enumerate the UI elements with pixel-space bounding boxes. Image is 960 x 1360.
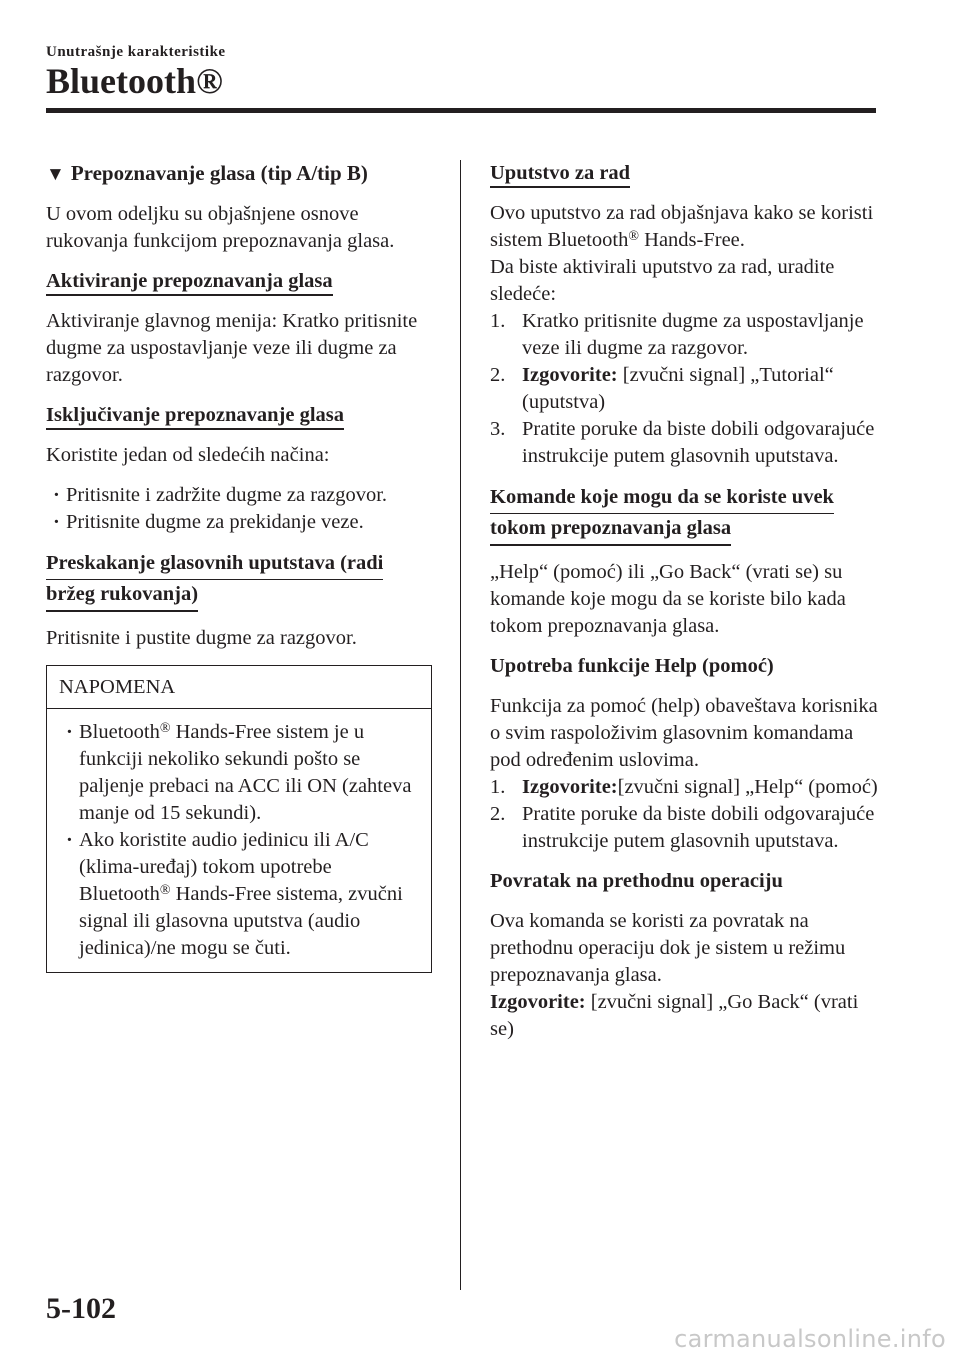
list-item: 3. Pratite poruke da biste dobili odgovarajuće instrukcije putem glasovnih uputstava. [490,418,875,467]
list-item: 1. Izgovorite:[zvučni signal] „Help“ (pomoć) [490,776,878,798]
list-item: · Bluetooth® Hands-Free sistem je u funkciji nekoliko sekundi pošto se paljenje prebaci na ACC ili ON (zahteva manje od 15 sekundi). [66,721,412,824]
bullet-icon: · [66,721,73,743]
note-title: NAPOMENA [47,666,431,709]
subheading-tutorial: Uputstvo za rad [490,160,880,187]
section-label: Unutrašnje karakteristike [46,44,226,60]
note-body [47,709,431,972]
list-item: 2. Izgovorite: [zvučni signal] „Tutorial“ (uputstva) [490,364,834,413]
intro-paragraph: U ovom odeljku su objašnjene osnove rukovanja funkcijom prepoznavanja glasa. [46,203,395,252]
subheading-commands: Komande koje mogu da se koriste uvek tokom prepoznavanja glasa [490,483,880,546]
left-column [46,160,432,973]
activate-paragraph: Aktiviranje glavnog menija: Kratko pritisnite dugme za uspostavljanje veze ili dugme za razgovor. [46,310,418,386]
bullet-icon: · [53,484,60,506]
list-item: · Pritisnite dugme za prekidanje veze. [46,509,432,536]
page-title: Bluetooth® [46,61,223,101]
bullet-icon: · [53,511,60,533]
header-rule [46,108,876,113]
tutorial-paragraph-2: Da biste aktivirali uputstvo za rad, uradite sledeće: [490,256,835,305]
bullet-icon: · [66,829,73,851]
skip-paragraph: Pritisnite i pustite dugme za razgovor. [46,627,357,649]
list-item: 1. Kratko pritisnite dugme za uspostavljanje veze ili dugme za razgovor. [490,310,864,359]
heading-back: Povratak na prethodnu operaciju [490,870,783,892]
note-box [46,665,432,973]
deactivate-paragraph: Koristite jedan od sledećih načina: [46,444,330,466]
heading-help: Upotreba funkcije Help (pomoć) [490,655,774,677]
back-say: Izgovorite: [zvučni signal] „Go Back“ (vrati se) [490,991,859,1040]
subheading-skip: Preskakanje glasovnih uputstava (radi bržeg rukovanja) [46,549,432,612]
section-heading: ▼ Prepoznavanje glasa (tip A/tip B) [46,161,368,185]
triangle-down-icon: ▼ [46,164,65,185]
tutorial-paragraph: Ovo uputstvo za rad objašnjava kako se koristi sistem Bluetooth® Hands-Free. [490,202,874,251]
back-paragraph: Ova komanda se koristi za povratak na prethodnu operaciju dok je sistem u režimu prepoznavanja glasa. [490,910,846,986]
subheading-activate: Aktiviranje prepoznavanja glasa [46,268,432,295]
subheading-deactivate: Isključivanje prepoznavanje glasa [46,402,432,429]
column-divider [460,160,461,1290]
watermark: carmanualsonline.info [674,1325,946,1353]
commands-paragraph: „Help“ (pomoć) ili „Go Back“ (vrati se) su komande koje mogu da se koriste bilo kada tokom prepoznavanja glasa. [490,561,846,637]
list-item: · Pritisnite i zadržite dugme za razgovor. [46,482,432,509]
list-item: 2. Pratite poruke da biste dobili odgovarajuće instrukcije putem glasovnih uputstava. [490,803,875,852]
page-number: 5-102 [46,1292,116,1325]
list-item: · Ako koristite audio jedinicu ili A/C (klima-uređaj) tokom upotrebe Bluetooth® Hands-Free sistema, zvučni signal ili glasovna uputstva (audio jedinica)/ne mogu se čuti. [66,829,403,959]
help-paragraph: Funkcija za pomoć (help) obaveštava korisnika o svim raspoloživim glasovnim komandama pod određenim uslovima. [490,695,878,771]
right-column [490,160,880,1043]
